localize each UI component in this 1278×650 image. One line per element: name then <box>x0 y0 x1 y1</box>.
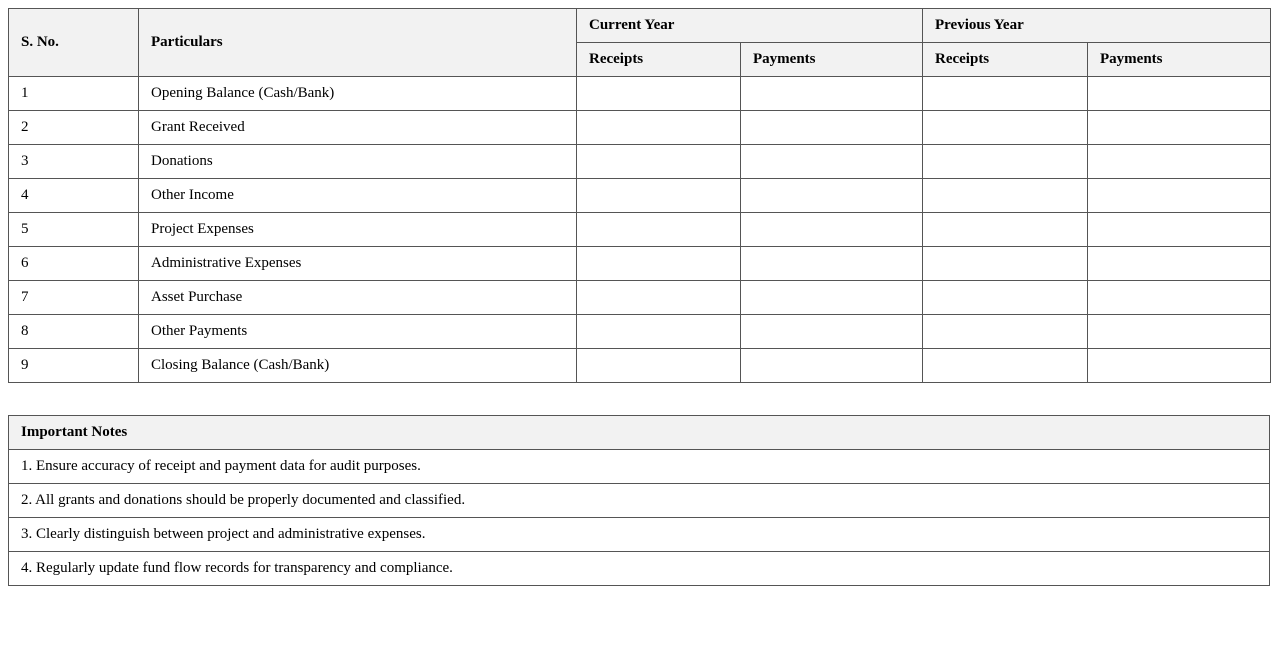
note-item: 4. Regularly update fund flow records for transparency and compliance. <box>9 552 1270 586</box>
cell-sno: 7 <box>9 281 139 315</box>
table-header <box>9 9 1271 77</box>
note-item: 2. All grants and donations should be properly documented and classified. <box>9 484 1270 518</box>
note-item: 1. Ensure accuracy of receipt and payment data for audit purposes. <box>9 450 1270 484</box>
cell-particulars: Asset Purchase <box>139 281 577 315</box>
cell-sno: 6 <box>9 247 139 281</box>
cell-sno: 8 <box>9 315 139 349</box>
table-row <box>9 247 1271 281</box>
cell-previous-payments[interactable] <box>1088 111 1271 145</box>
cell-current-payments[interactable] <box>741 111 923 145</box>
cell-current-receipts[interactable] <box>577 111 741 145</box>
table-row <box>9 213 1271 247</box>
cell-previous-receipts[interactable] <box>923 145 1088 179</box>
header-row-top <box>9 9 1271 43</box>
table-row <box>9 349 1271 383</box>
cell-previous-payments[interactable] <box>1088 77 1271 111</box>
note-row <box>9 552 1270 586</box>
header-previous-payments: Payments <box>1088 43 1271 77</box>
cell-current-payments[interactable] <box>741 281 923 315</box>
cell-previous-receipts[interactable] <box>923 315 1088 349</box>
cell-particulars: Closing Balance (Cash/Bank) <box>139 349 577 383</box>
notes-header-row <box>9 416 1270 450</box>
cell-previous-receipts[interactable] <box>923 77 1088 111</box>
cell-current-payments[interactable] <box>741 179 923 213</box>
table-row <box>9 145 1271 179</box>
cell-current-payments[interactable] <box>741 315 923 349</box>
important-notes-table <box>8 415 1270 586</box>
table-row <box>9 281 1271 315</box>
table-row <box>9 179 1271 213</box>
cell-previous-payments[interactable] <box>1088 179 1271 213</box>
note-item: 3. Clearly distinguish between project and administrative expenses. <box>9 518 1270 552</box>
cell-previous-payments[interactable] <box>1088 213 1271 247</box>
cell-current-payments[interactable] <box>741 77 923 111</box>
cell-current-payments[interactable] <box>741 145 923 179</box>
cell-sno: 9 <box>9 349 139 383</box>
cell-particulars: Grant Received <box>139 111 577 145</box>
cell-current-payments[interactable] <box>741 213 923 247</box>
cell-current-receipts[interactable] <box>577 315 741 349</box>
cell-sno: 5 <box>9 213 139 247</box>
cell-current-receipts[interactable] <box>577 281 741 315</box>
cell-particulars: Donations <box>139 145 577 179</box>
cell-particulars: Administrative Expenses <box>139 247 577 281</box>
cell-previous-receipts[interactable] <box>923 213 1088 247</box>
cell-previous-payments[interactable] <box>1088 145 1271 179</box>
cell-particulars: Other Payments <box>139 315 577 349</box>
header-current-receipts: Receipts <box>577 43 741 77</box>
cell-current-receipts[interactable] <box>577 213 741 247</box>
header-current-year: Current Year <box>577 9 923 43</box>
header-current-payments: Payments <box>741 43 923 77</box>
note-row <box>9 484 1270 518</box>
cell-particulars: Other Income <box>139 179 577 213</box>
cell-previous-payments[interactable] <box>1088 247 1271 281</box>
cell-previous-receipts[interactable] <box>923 281 1088 315</box>
table-row <box>9 77 1271 111</box>
table-row <box>9 111 1271 145</box>
cell-previous-receipts[interactable] <box>923 111 1088 145</box>
table-body <box>9 77 1271 383</box>
cell-current-receipts[interactable] <box>577 247 741 281</box>
cell-current-receipts[interactable] <box>577 179 741 213</box>
cell-current-receipts[interactable] <box>577 145 741 179</box>
cell-particulars: Project Expenses <box>139 213 577 247</box>
page-content <box>8 8 1270 586</box>
cell-current-receipts[interactable] <box>577 77 741 111</box>
header-previous-year: Previous Year <box>923 9 1271 43</box>
cell-previous-receipts[interactable] <box>923 179 1088 213</box>
cell-current-payments[interactable] <box>741 349 923 383</box>
cell-current-receipts[interactable] <box>577 349 741 383</box>
cell-particulars: Opening Balance (Cash/Bank) <box>139 77 577 111</box>
fund-flow-table <box>8 8 1271 383</box>
note-row <box>9 518 1270 552</box>
cell-sno: 1 <box>9 77 139 111</box>
cell-sno: 3 <box>9 145 139 179</box>
notes-title: Important Notes <box>9 416 1270 450</box>
cell-previous-payments[interactable] <box>1088 349 1271 383</box>
cell-sno: 2 <box>9 111 139 145</box>
cell-previous-receipts[interactable] <box>923 349 1088 383</box>
cell-current-payments[interactable] <box>741 247 923 281</box>
cell-sno: 4 <box>9 179 139 213</box>
header-previous-receipts: Receipts <box>923 43 1088 77</box>
notes-body <box>9 450 1270 586</box>
header-sno: S. No. <box>9 9 139 77</box>
note-row <box>9 450 1270 484</box>
notes-header <box>9 416 1270 450</box>
cell-previous-receipts[interactable] <box>923 247 1088 281</box>
header-particulars: Particulars <box>139 9 577 77</box>
cell-previous-payments[interactable] <box>1088 281 1271 315</box>
cell-previous-payments[interactable] <box>1088 315 1271 349</box>
table-row <box>9 315 1271 349</box>
